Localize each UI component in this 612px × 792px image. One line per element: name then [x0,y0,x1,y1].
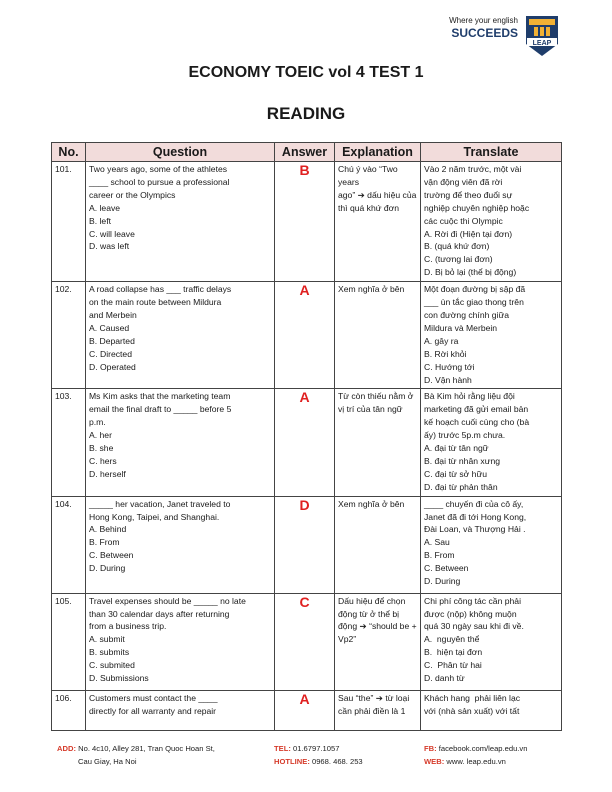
translate-text-line: B. hiện tại đơn [424,647,483,658]
translate-text [421,389,562,496]
question-text-line: C. Between [89,550,134,561]
footer-fb-label: FB: [424,744,437,753]
translate-text-line: C. Between [424,563,469,574]
translate-text-line: C. Phân từ hai [424,660,482,671]
explanation-text [335,162,421,282]
question-number: 106. [52,690,86,730]
table-row [52,162,562,282]
translate-text-line: C. đại từ sở hữu [424,468,487,479]
explanation-text [335,690,421,730]
footer-address [57,742,215,768]
question-text-line: Two years ago, some of the athletes [89,164,228,174]
question-number: 105. [52,593,86,690]
question-text-line: C. will leave [89,228,135,239]
translate-text-line: các cuộc thi Olympic [424,215,503,226]
explanation-text-line: cần phải điền là 1 [338,705,406,716]
translate-text-line: vận động viên đã rời [424,176,503,187]
table-row [52,389,562,496]
translate-text-line: được (nộp) không muộn [424,608,517,619]
explanation-text-line: Vp2” [338,634,357,645]
translate-text [421,593,562,690]
translate-text-line: B. Rời khỏi [424,348,467,359]
question-text-line: A road collapse has ___ traffic delays [89,284,232,295]
footer-hotline-label: HOTLINE: [274,757,310,766]
question-text-line: _____ her vacation, Janet traveled to [89,498,231,509]
translate-text-line: Chi phí công tác cần phải [424,595,521,606]
translate-text-line: A. nguyên thể [424,634,480,645]
explanation-text [335,282,421,389]
question-text-line: directly for all warranty and repair [89,705,217,716]
translate-text-line: D. đại từ phản thân [424,481,498,492]
column-header-explanation: Explanation [335,143,421,162]
question-text-line: email the final draft to _____ before 5 [89,404,232,415]
translate-text-line: nghiệp chuyên nghiệp hoặc [424,202,530,213]
question-text-line: Travel expenses should be _____ no late [89,595,246,606]
column-header-answer: Answer [275,143,335,162]
question-number: 102. [52,282,86,389]
question-text-line: career or the Olympics [89,189,176,200]
question-text-line: Ms Kim asks that the marketing team [89,391,231,402]
answer-letter: A [275,690,335,730]
table-row [52,690,562,730]
logo-brand: LEAP [532,40,552,47]
translate-text-line: D. Bị bỏ lại (thể bị động) [424,267,517,278]
question-number: 101. [52,162,86,282]
question-text-line: B. From [89,537,120,548]
question-text [86,593,275,690]
footer-address-line-1: No. 4c10, Alley 281, Tran Quoc Hoan St, [78,744,215,753]
translate-text-line: D. danh từ [424,673,465,684]
question-text [86,162,275,282]
question-text [86,389,275,496]
footer-add-label: ADD: [57,744,76,753]
answer-letter: D [275,496,335,593]
question-text-line: and Merbein [89,309,137,320]
translate-text-line: B. (quá khứ đơn) [424,241,490,252]
question-text-line: on the main route between Mildura [89,297,222,308]
translate-text-line: con đường chính giữa [424,309,509,320]
translate-text [421,690,562,730]
footer-fb-link[interactable]: facebook.com/leap.edu.vn [438,744,528,753]
explanation-text-line: Chú ý vào “Two years [338,164,401,187]
footer-tel: 01.6797.1057 [293,744,340,753]
footer-web-link[interactable]: www. leap.edu.vn [446,757,506,766]
explanation-text-line: động từ ở thể bị [338,608,400,619]
question-text-line: A. her [89,430,112,441]
explanation-text-line: Dấu hiệu để chọn [338,595,406,606]
translate-text-line: D. Vận hành [424,374,472,385]
question-text [86,690,275,730]
question-number: 104. [52,496,86,593]
question-text-line: B. submits [89,647,130,658]
translate-text [421,496,562,593]
question-text-line: from a business trip. [89,621,167,632]
translate-text-line: D. During [424,576,461,587]
translate-text-line: Khách hang phải liên lạc [424,692,521,703]
section-title: READING [266,104,346,123]
answer-letter: C [275,593,335,690]
translate-text-line: ___ ùn tắc giao thong trên [424,297,524,308]
question-text-line: D. herself [89,468,126,479]
question-text-line: C. hers [89,455,117,466]
table-row [52,496,562,593]
answer-letter: A [275,282,335,389]
translate-text-line: Đài Loan, và Thượng Hải . [424,524,526,535]
question-number: 103. [52,389,86,496]
explanation-text [335,496,421,593]
table-row [52,282,562,389]
translate-text-line: Mildura và Merbein [424,322,498,333]
explanation-text-line: thì quá khứ đơn [338,202,400,213]
question-text-line: Customers must contact the ____ [89,692,218,703]
translate-text-line: C. Hướng tới [424,361,475,372]
question-text [86,496,275,593]
translate-text-line: Bà Kim hỏi rằng liệu đội [424,391,515,402]
answer-letter: A [275,389,335,496]
question-text-line: A. leave [89,202,121,213]
document-title: ECONOMY TOEIC vol 4 TEST 1 [188,64,424,81]
leap-emblem-icon [522,14,562,58]
question-text-line: D. During [89,563,126,574]
translate-text-line: với (nhà sản xuất) với tất [424,705,520,716]
logo-slogan: SUCCEEDS [451,26,518,40]
translate-text-line: kế hoạch cuối cùng cho (bà [424,417,530,428]
translate-text-line: A. gây ra [424,335,459,346]
table-header-row [52,143,562,162]
translate-text-line: A. Sau [424,537,450,548]
explanation-text-line: Xem nghĩa ở bên [338,284,405,295]
column-header-translate: Translate [421,143,562,162]
footer-web-label: WEB: [424,757,445,766]
translate-text-line: Janet đã đi tới Hong Kong, [424,511,527,522]
explanation-text-line: vị trí của tân ngữ [338,404,403,415]
question-text-line: Hong Kong, Taipei, and Shanghai. [89,511,220,522]
question-text-line: D. was left [89,241,130,252]
translate-text-line: quá 30 ngày sau khi đi về. [424,621,524,632]
question-text-line: D. Submissions [89,673,149,684]
explanation-text [335,389,421,496]
question-text-line: ____ school to pursue a professional [89,176,230,187]
footer-address-line-2: Cau Giay, Ha Noi [78,757,137,766]
question-text-line: B. left [89,215,111,226]
translate-text [421,282,562,389]
footer-social [424,742,527,768]
question-text-line: B. Departed [89,335,135,346]
explanation-text-line: động ➔ “should be + [338,621,417,632]
logo-tagline: Where your english [449,16,518,25]
question-text-line: C. Directed [89,348,132,359]
explanation-text-line: Từ còn thiếu nằm ở [338,391,414,402]
answer-letter: B [275,162,335,282]
translate-text-line: ____ chuyến đi của cô ấy, [424,498,524,509]
brand-logo [440,14,600,54]
translate-text-line: A. đại từ tân ngữ [424,443,489,454]
table-row [52,593,562,690]
translate-text-line: marketing đã gửi email bản [424,404,529,415]
translate-text-line: C. (tương lai đơn) [424,254,493,265]
question-text-line: B. she [89,443,114,454]
translate-text [421,162,562,282]
question-text-line: D. Operated [89,361,136,372]
explanation-text-line: ago” ➔ dấu hiệu của [338,189,417,200]
column-header-question: Question [86,143,275,162]
question-text [86,282,275,389]
question-text-line: C. submited [89,660,135,671]
footer-hotline: 0968. 468. 253 [311,757,363,766]
translate-text-line: ấy) trước 5p.m chưa. [424,430,506,441]
question-text-line: than 30 calendar days after returning [89,608,230,619]
explanation-text-line: Sau “the” ➔ từ loại [338,692,410,703]
explanation-text [335,593,421,690]
translate-text-line: B. đại từ nhân xưng [424,455,501,466]
footer-tel-label: TEL: [274,744,291,753]
question-table [51,142,562,731]
question-text-line: A. Caused [89,322,130,333]
translate-text-line: A. Rời đi (Hiện tại đơn) [424,228,513,239]
footer-contact [274,742,363,768]
question-text-line: A. Behind [89,524,127,535]
question-text-line: p.m. [89,417,106,428]
column-header-no: No. [52,143,86,162]
translate-text-line: B. From [424,550,455,561]
translate-text-line: trường để theo đuổi sự [424,189,513,200]
translate-text-line: Một đoạn đường bị sập đã [424,284,526,295]
question-text-line: A. submit [89,634,125,645]
explanation-text-line: Xem nghĩa ở bên [338,498,405,509]
translate-text-line: Vào 2 năm trước, một vài [424,164,522,174]
